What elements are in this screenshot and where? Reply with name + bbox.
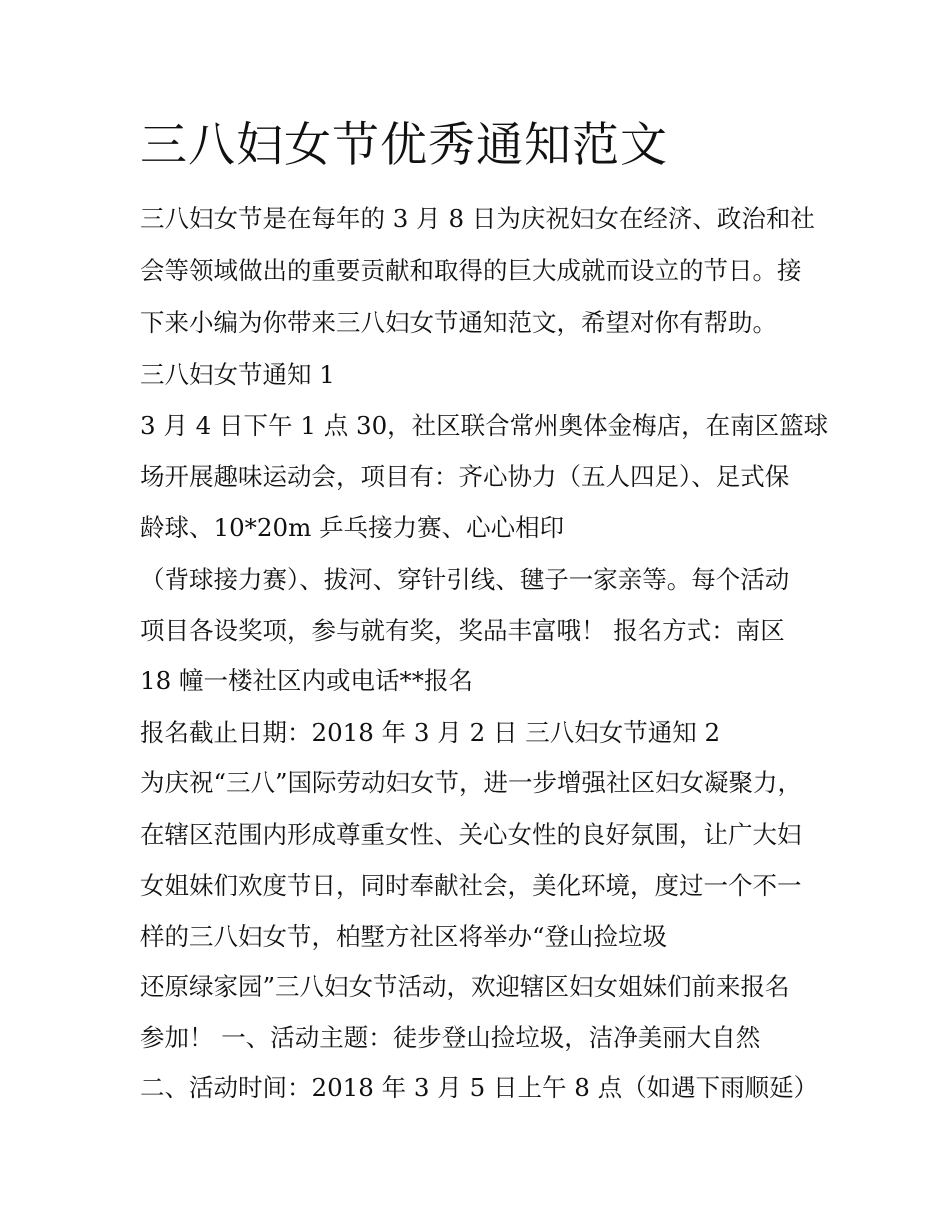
body-line: 会等领域做出的重要贡献和取得的巨大成就而设立的节日。接 xyxy=(140,256,802,285)
body-line: 场开展趣味运动会，项目有：齐心协力（五人四足）、足式保 xyxy=(140,462,790,491)
body-line: 18 幢一楼社区内或电话**报名 xyxy=(140,666,473,695)
body-line: 项目各设奖项，参与就有奖，奖品丰富哦！ 报名方式：南区 xyxy=(140,616,785,645)
body-line: 为庆祝“三八”国际劳动妇女节，进一步增强社区妇女凝聚力， xyxy=(140,768,803,797)
document-title: 三八妇女节优秀通知范文 xyxy=(140,118,668,173)
body-line: 3 月 4 日下午 1 点 30，社区联合常州奥体金梅店，在南区篮球 xyxy=(140,411,829,440)
body-line: 三八妇女节是在每年的 3 月 8 日为庆祝妇女在经济、政治和社 xyxy=(140,204,815,233)
section-heading: 三八妇女节通知 1 xyxy=(140,360,335,389)
body-line: 样的三八妇女节，柏墅方社区将举办“登山捡垃圾 xyxy=(140,922,668,951)
body-line: （背球接力赛）、拔河、穿针引线、毽子一家亲等。每个活动 xyxy=(140,565,790,594)
body-line: 下来小编为你带来三八妇女节通知范文，希望对你有帮助。 xyxy=(140,308,777,337)
body-line: 在辖区范围内形成尊重女性、关心女性的良好氛围，让广大妇 xyxy=(140,820,802,849)
body-line: 龄球、10*20m 乒乓接力赛、心心相印 xyxy=(140,513,565,542)
body-line: 还原绿家园”三八妇女节活动，欢迎辖区妇女姐妹们前来报名 xyxy=(140,972,790,1001)
body-line: 女姐妹们欢度节日，同时奉献社会，美化环境，度过一个不一 xyxy=(140,871,802,900)
body-line: 二、活动时间：2018 年 3 月 5 日上午 8 点（如遇下雨顺延） xyxy=(140,1073,819,1102)
body-line: 报名截止日期：2018 年 3 月 2 日 三八妇女节通知 2 xyxy=(140,718,721,747)
body-line: 参加！ 一、活动主题：徒步登山捡垃圾，洁净美丽大自然 xyxy=(140,1023,761,1052)
